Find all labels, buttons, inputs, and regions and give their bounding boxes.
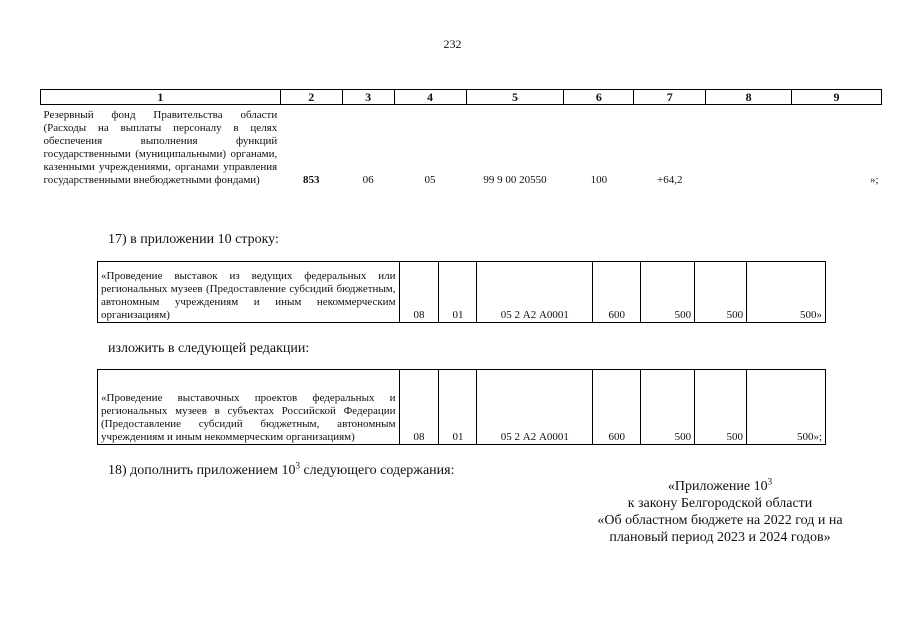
cell-target-article: 99 9 00 20550 bbox=[483, 174, 547, 186]
header-cell: 3 bbox=[342, 90, 394, 105]
table-row bbox=[41, 105, 882, 188]
cell-expense-type: 600 bbox=[593, 262, 641, 323]
superscript: 3 bbox=[767, 476, 773, 487]
superscript: 3 bbox=[295, 460, 300, 471]
cell-section: 08 bbox=[399, 370, 439, 445]
budget-table-top bbox=[40, 89, 882, 187]
table-row bbox=[98, 370, 826, 445]
cell-section: 06 bbox=[362, 174, 374, 186]
cell-ministry-code: 853 bbox=[302, 174, 320, 186]
cell-amount-2023: 500 bbox=[695, 370, 747, 445]
cell-amount-2024: 500» bbox=[747, 262, 826, 323]
appendix-title: «Приложение 10 bbox=[667, 479, 768, 494]
cell-subsection: 01 bbox=[439, 262, 477, 323]
cell-amount-2022: 500 bbox=[641, 370, 695, 445]
appendix-line bbox=[570, 478, 870, 495]
cell-amount-2023 bbox=[706, 105, 792, 188]
appendix-line: «Об областном бюджете на 2022 год и на bbox=[597, 513, 843, 528]
cell-amount-2022: 500 bbox=[641, 262, 695, 323]
header-cell: 2 bbox=[280, 90, 342, 105]
header-cell: 4 bbox=[394, 90, 466, 105]
table-row bbox=[98, 262, 826, 323]
paragraph-edit: изложить в следующей редакции: bbox=[108, 341, 310, 356]
header-cell: 5 bbox=[466, 90, 564, 105]
header-cell: 8 bbox=[706, 90, 792, 105]
header-cell: 7 bbox=[634, 90, 706, 105]
header-cell: 9 bbox=[792, 90, 882, 105]
cell-expense-type: 600 bbox=[593, 370, 641, 445]
appendix-heading bbox=[570, 478, 870, 546]
row-description: «Проведение выставок из ведущих федеральных или региональных музеев (Предоставление субсидий бюджетным, автономным учреждениям и иным некоммерческим организациям) bbox=[98, 262, 400, 323]
paragraph-18-end: следующего содержания: bbox=[299, 463, 455, 478]
cell-amount-2023: 500 bbox=[695, 262, 747, 323]
row-description: Резервный фонд Правительства области (Расходы на выплаты персоналу в целях обеспечения выполнения функций государственными (муниципальными) органами, казенными учреждениями, органами управления государственными внебюджетными фондами) bbox=[43, 109, 278, 186]
paragraph-18-text: 18) дополнить приложением 10 bbox=[108, 463, 296, 478]
appendix-line: к закону Белгородской области bbox=[627, 496, 813, 511]
row-tail: »; bbox=[869, 174, 879, 186]
header-cell: 6 bbox=[564, 90, 634, 105]
cell-target-article: 05 2 А2 А0001 bbox=[477, 370, 593, 445]
cell-target-article: 05 2 А2 А0001 bbox=[477, 262, 593, 323]
header-cell: 1 bbox=[41, 90, 281, 105]
paragraph-18 bbox=[108, 460, 455, 479]
new-row-table bbox=[97, 369, 826, 445]
cell-subsection: 01 bbox=[439, 370, 477, 445]
cell-expense-type: 100 bbox=[590, 174, 608, 186]
cell-section: 08 bbox=[399, 262, 439, 323]
cell-amount-2022: +64,2 bbox=[657, 174, 683, 186]
appendix-line: плановый период 2023 и 2024 годов» bbox=[609, 530, 831, 545]
row-description: «Проведение выставочных проектов федеральных и региональных музеев в субъектах Российской Федерации (Предоставление субсидий бюджетным, автономным учреждениям и иным некоммерческим организациям) bbox=[98, 370, 400, 445]
paragraph-17: 17) в приложении 10 строку: bbox=[108, 232, 279, 247]
cell-subsection: 05 bbox=[424, 174, 436, 186]
old-row-table bbox=[97, 261, 826, 323]
page-number: 232 bbox=[443, 37, 462, 51]
cell-amount-2024: 500»; bbox=[747, 370, 826, 445]
header-row bbox=[41, 90, 882, 105]
